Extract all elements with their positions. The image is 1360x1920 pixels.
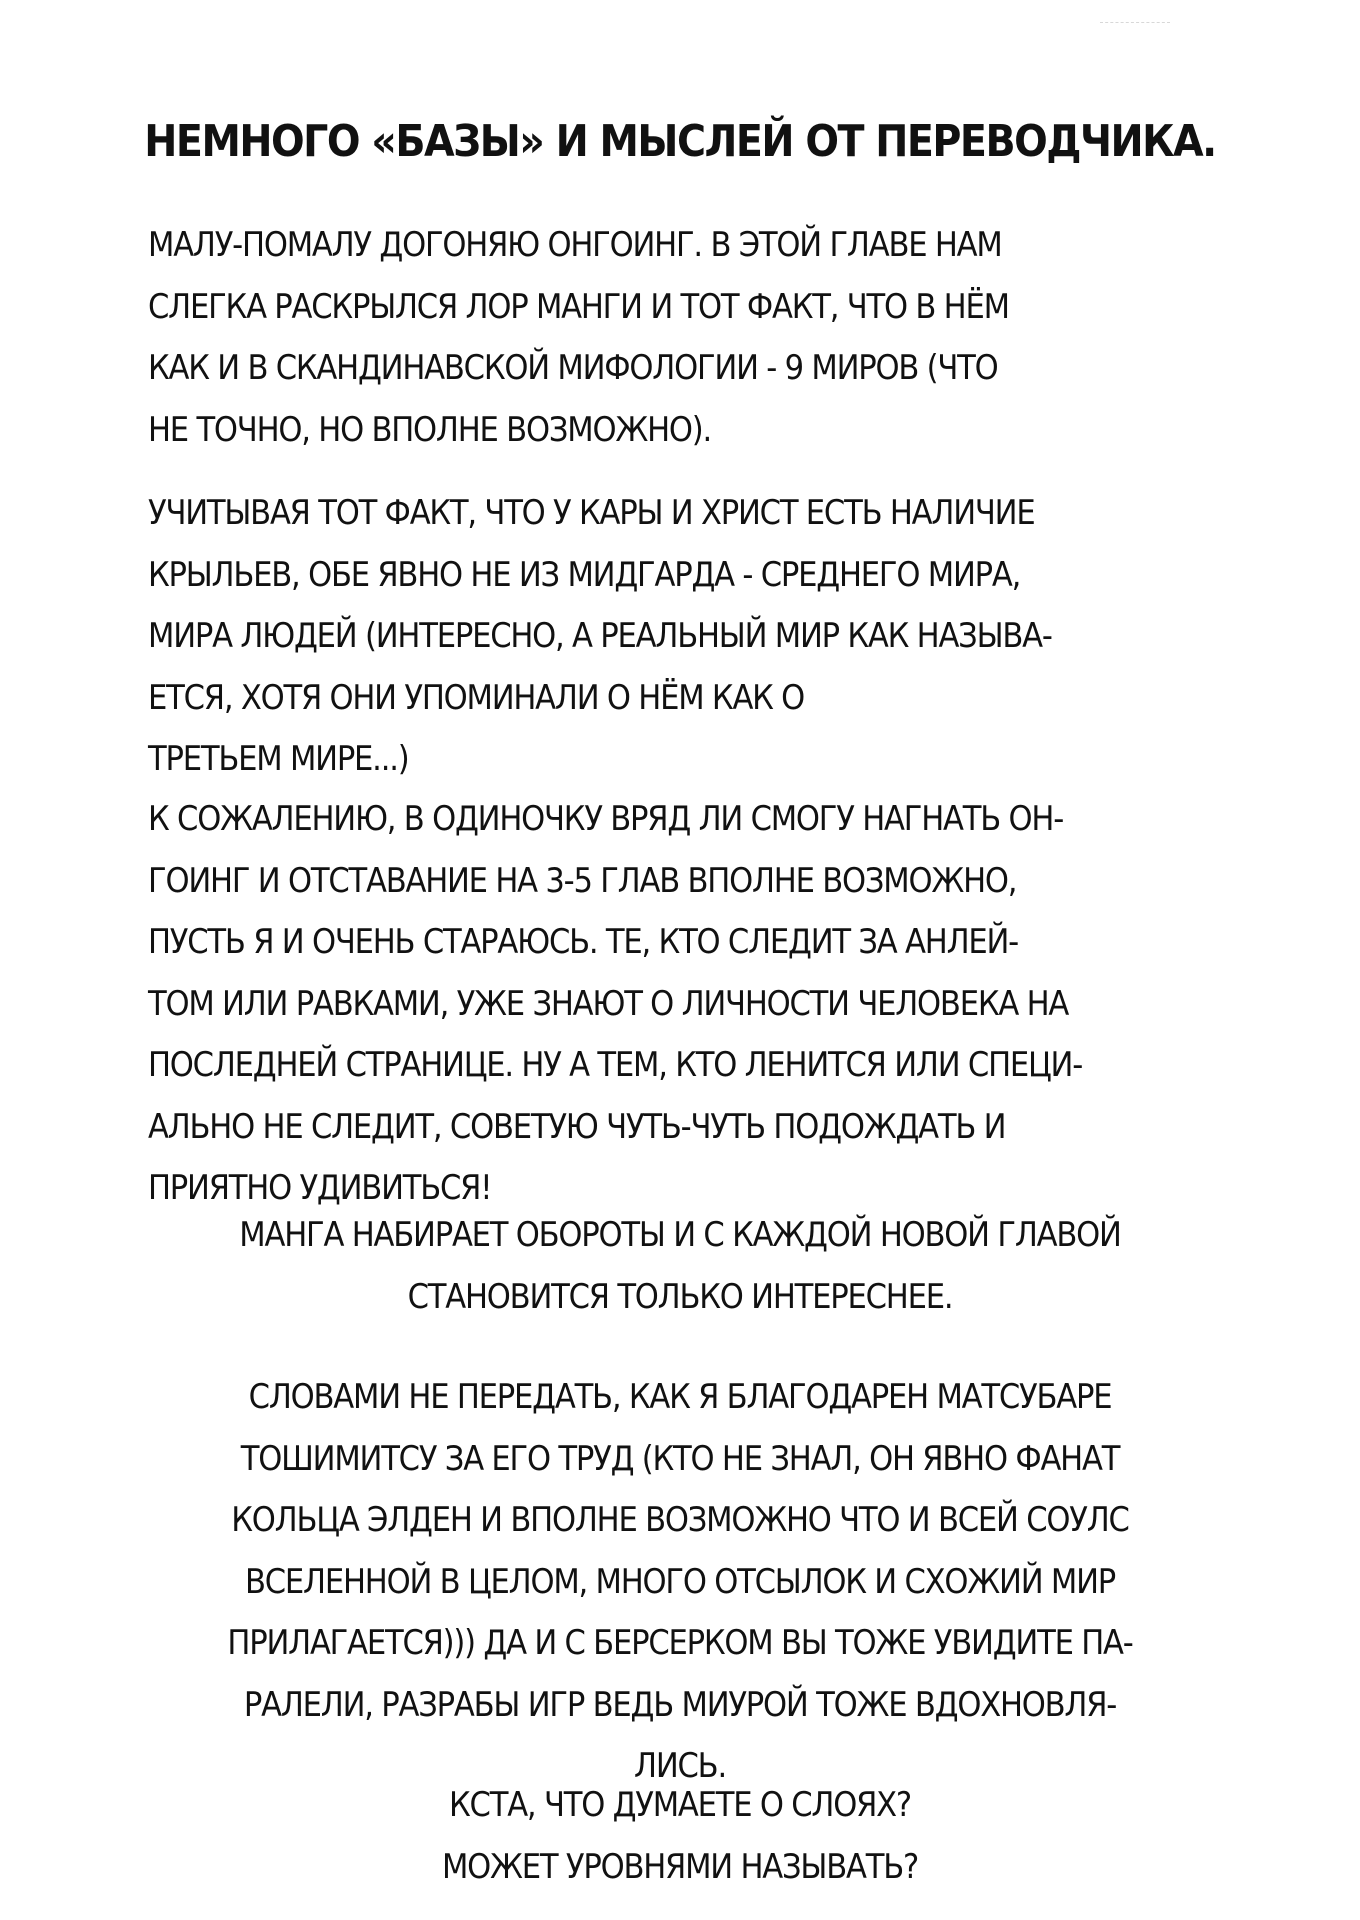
- page-title: НЕМНОГО «БАЗЫ» И МЫСЛЕЙ ОТ ПЕРЕВОДЧИКА.: [144, 116, 1216, 167]
- text-line: К СОЖАЛЕНИЮ, В ОДИНОЧКУ ВРЯД ЛИ СМОГУ НАГНАТЬ ОН-: [148, 799, 1064, 839]
- text-line: ТРЕТЬЕМ МИРЕ...): [148, 739, 409, 779]
- text-line: ЕТСЯ, ХОТЯ ОНИ УПОМИНАЛИ О НЁМ КАК О: [148, 677, 805, 718]
- text-line: ПРИЯТНО УДИВИТЬСЯ!: [148, 1168, 492, 1208]
- text-line: МОЖЕТ УРОВНЯМИ НАЗЫВАТЬ?: [441, 1846, 919, 1887]
- paragraph-ongoing: [148, 215, 1009, 461]
- text-line: СЛОВАМИ НЕ ПЕРЕДАТЬ, КАК Я БЛАГОДАРЕН МАТСУБАРЕ: [248, 1377, 1112, 1417]
- text-line: ПОСЛЕДНЕЙ СТРАНИЦЕ. НУ А ТЕМ, КТО ЛЕНИТСЯ ИЛИ СПЕЦИ-: [148, 1045, 1083, 1085]
- text-line: МИРА ЛЮДЕЙ (ИНТЕРЕСНО, А РЕАЛЬНЫЙ МИР КАК НАЗЫВА-: [148, 616, 1052, 656]
- corner-mark: [1100, 22, 1170, 27]
- text-line: МАНГА НАБИРАЕТ ОБОРОТЫ И С КАЖДОЙ НОВОЙ ГЛАВОЙ: [239, 1215, 1121, 1255]
- text-line: ВСЕЛЕННОЙ В ЦЕЛОМ, МНОГО ОТСЫЛОК И СХОЖИЙ МИР: [244, 1561, 1116, 1602]
- text-line: СЛЕГКА РАСКРЫЛСЯ ЛОР МАНГИ И ТОТ ФАКТ, ЧТО В НЁМ: [148, 286, 1009, 327]
- text-line: КАК И В СКАНДИНАВСКОЙ МИФОЛОГИИ - 9 МИРОВ (ЧТО: [148, 348, 998, 388]
- text-line: УЧИТЫВАЯ ТОТ ФАКТ, ЧТО У КАРЫ И ХРИСТ ЕСТЬ НАЛИЧИЕ: [148, 493, 1035, 533]
- text-line: КРЫЛЬЕВ, ОБЕ ЯВНО НЕ ИЗ МИДГАРДА - СРЕДНЕГО МИРА,: [148, 554, 1021, 595]
- text-line: СТАНОВИТСЯ ТОЛЬКО ИНТЕРЕСНЕЕ.: [407, 1276, 953, 1317]
- text-line: АЛЬНО НЕ СЛЕДИТ, СОВЕТУЮ ЧУТЬ-ЧУТЬ ПОДОЖДАТЬ И: [148, 1106, 1006, 1147]
- text-line: ГОИНГ И ОТСТАВАНИЕ НА 3-5 ГЛАВ ВПОЛНЕ ВОЗМОЖНО,: [148, 860, 1017, 901]
- paragraph-question: [100, 1775, 1260, 1898]
- paragraph-delay: [148, 789, 1082, 1220]
- text-line: НЕ ТОЧНО, НО ВПОЛНЕ ВОЗМОЖНО).: [148, 409, 712, 450]
- text-line: РАЛЕЛИ, РАЗРАБЫ ИГР ВЕДЬ МИУРОЙ ТОЖЕ ВДОХНОВЛЯ-: [243, 1684, 1117, 1725]
- paragraph-momentum: [100, 1205, 1260, 1328]
- text-line: ПРИЛАГАЕТСЯ))) ДА И С БЕРСЕРКОМ ВЫ ТОЖЕ УВИДИТЕ ПА-: [227, 1623, 1133, 1663]
- paragraph-worlds: [148, 483, 1052, 791]
- text-line: ТОШИМИТСУ ЗА ЕГО ТРУД (КТО НЕ ЗНАЛ, ОН ЯВНО ФАНАТ: [240, 1438, 1120, 1479]
- text-line: ПУСТЬ Я И ОЧЕНЬ СТАРАЮСЬ. ТЕ, КТО СЛЕДИТ ЗА АНЛЕЙ-: [148, 922, 1019, 962]
- text-line: КОЛЬЦА ЭЛДЕН И ВПОЛНЕ ВОЗМОЖНО ЧТО И ВСЕЙ СОУЛС: [231, 1500, 1129, 1540]
- text-line: ТОМ ИЛИ РАВКАМИ, УЖЕ ЗНАЮТ О ЛИЧНОСТИ ЧЕЛОВЕКА НА: [148, 983, 1069, 1024]
- text-line: ЛИСЬ.: [634, 1746, 726, 1786]
- text-line: КСТА, ЧТО ДУМАЕТЕ О СЛОЯХ?: [449, 1785, 911, 1825]
- paragraph-thanks: [100, 1367, 1260, 1798]
- text-line: МАЛУ-ПОМАЛУ ДОГОНЯЮ ОНГОИНГ. В ЭТОЙ ГЛАВЕ НАМ: [148, 225, 1002, 265]
